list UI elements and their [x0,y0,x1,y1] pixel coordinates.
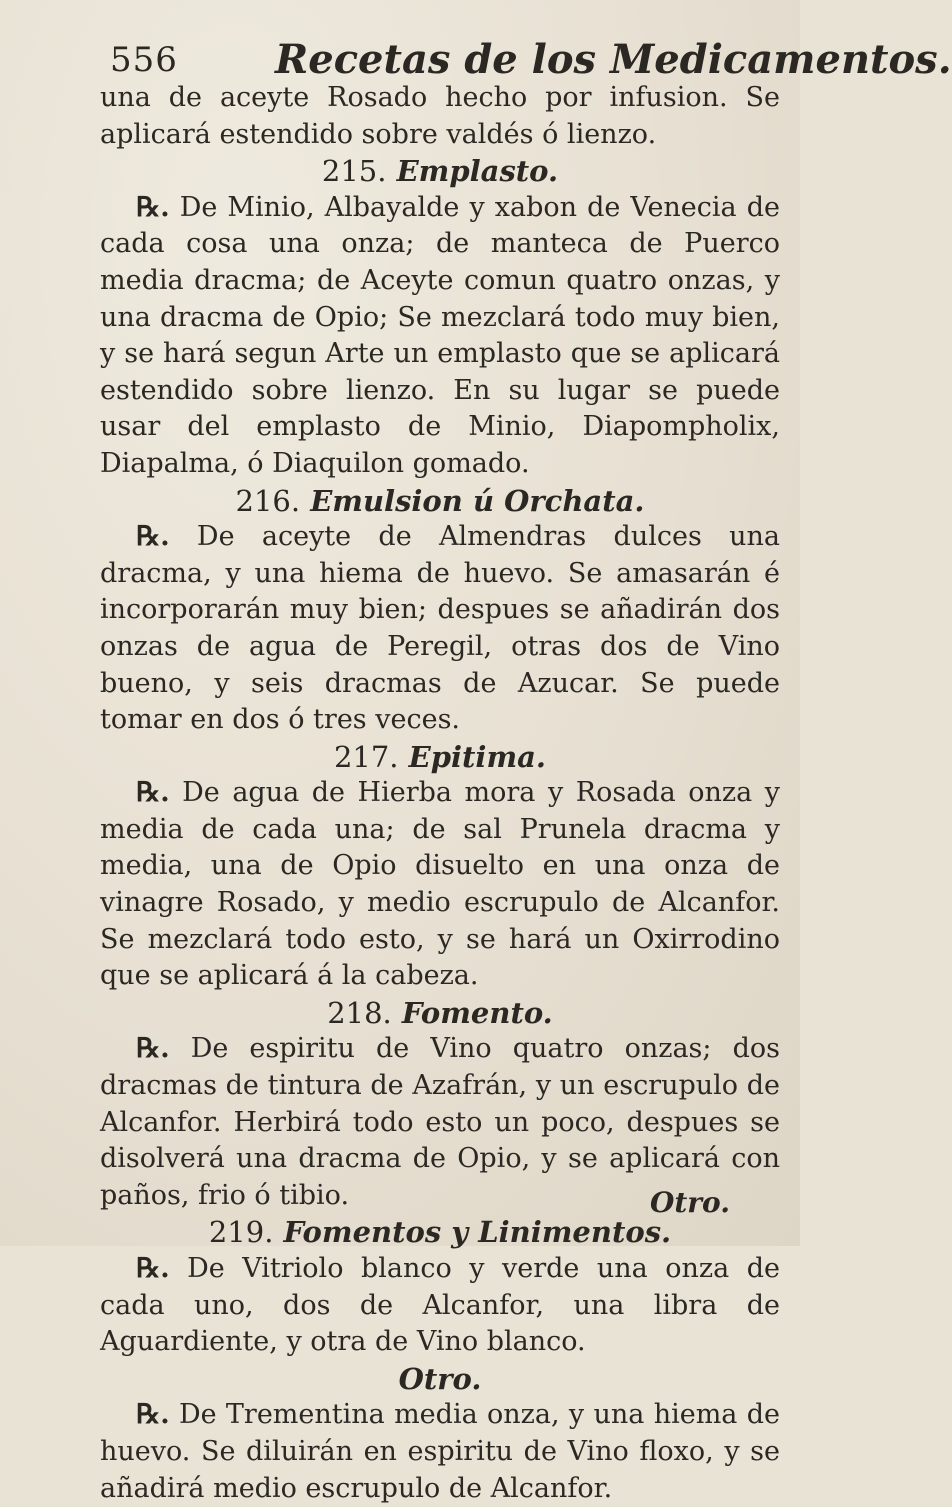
catchword: Otro. [649,1186,730,1219]
page-header [110,22,952,83]
paragraph-text: De espiritu de Vino quatro onzas; dos dracmas de tintura de Azafrán, y un escrupulo de Alcanfor. Herbirá todo esto un poco, despues se disolverá una dracma de Opio, y se aplicará con paños, frio ó tibio. [100,1033,780,1211]
section-title: Fomento. [401,995,553,1030]
section-number: 219. [208,1215,274,1250]
section-title: Emplasto. [396,154,559,189]
paragraph [100,1251,780,1361]
section-number: 216. [235,483,301,518]
recipe-symbol: ℞. [136,1033,170,1065]
section-title: Emulsion ú Orchata. [310,483,645,518]
section-heading [100,995,780,1032]
section-heading [100,1361,780,1398]
page-number: 556 [110,40,178,80]
paragraph-text: De aceyte de Almendras dulces una dracma, y una hiema de huevo. Se amasarán é incorporarán muy bien; despues se añadirán dos onzas de agua de Peregil, otras dos de Vino bueno, y seis dracmas de Azucar. Se puede tomar en dos ó tres veces. [100,521,780,736]
section-number: 215. [321,154,387,189]
paragraph [100,775,780,995]
paragraph-text: De agua de Hierba mora y Rosada onza y media de cada una; de sal Prunela dracma y media, una de Opio disuelto en una onza de vinagre Rosado, y medio escrupulo de Alcanfor. Se mezclará todo esto, y se hará un Oxirrodino que se aplicará á la cabeza. [100,777,780,992]
paragraph [100,80,780,153]
section-heading [100,153,780,190]
running-title: Recetas de los Medicamentos. [275,36,952,83]
paragraph-text: De Vitriolo blanco y verde una onza de cada uno, dos de Alcanfor, una libra de Aguardiente, y otra de Vino blanco. [100,1253,780,1358]
section-heading [100,483,780,520]
paragraph-text: De Minio, Albayalde y xabon de Venecia de cada cosa una onza; de manteca de Puerco media dracma; de Aceyte comun quatro onzas, y una dracma de Opio; Se mezclará todo muy bien, y se hará segun Arte un emplasto que se aplicará estendido sobre lienzo. En su lugar se puede usar del emplasto de Minio, Diapompholix, Diapalma, ó Diaquilon gomado. [100,191,780,479]
paragraph [100,190,780,483]
section-title: Epitima. [408,739,547,774]
recipe-symbol: ℞. [136,191,170,223]
paragraph [100,1397,780,1507]
page-body [100,80,780,1507]
section-title: Otro. [398,1361,482,1396]
section-heading [100,739,780,776]
section-number: 218. [327,995,392,1030]
paragraph-text: una de aceyte Rosado hecho por infusion. Se aplicará estendido sobre valdés ó lienzo. [100,82,780,150]
section-number: 217. [333,739,399,774]
section-heading [100,1214,780,1251]
paragraph-text: De Trementina media onza, y una hiema de huevo. Se diluirán en espiritu de Vino floxo, y se añadirá medio escrupulo de Alcanfor. [100,1399,780,1504]
section-title: Fomentos y Linimentos. [283,1215,672,1250]
recipe-symbol: ℞. [136,777,170,809]
paragraph [100,519,780,739]
recipe-symbol: ℞. [136,521,170,553]
recipe-symbol: ℞. [136,1399,170,1431]
recipe-symbol: ℞. [136,1253,170,1284]
